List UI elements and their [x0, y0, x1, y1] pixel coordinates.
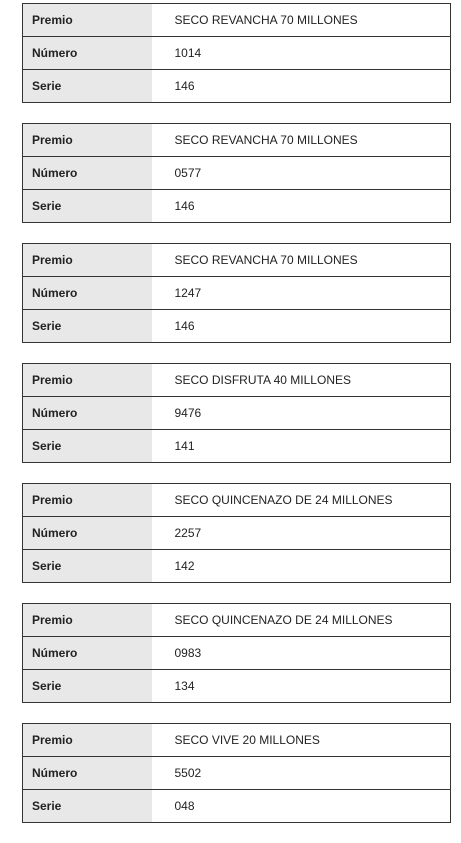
numero-row — [23, 517, 451, 550]
premio-value: SECO QUINCENAZO DE 24 MILLONES — [152, 484, 451, 517]
premio-value: SECO REVANCHA 70 MILLONES — [152, 4, 451, 37]
numero-label: Número — [23, 517, 152, 550]
premio-label: Premio — [23, 604, 152, 637]
serie-value: 048 — [152, 790, 451, 823]
numero-value: 2257 — [152, 517, 451, 550]
serie-label: Serie — [23, 310, 152, 343]
numero-label: Número — [23, 757, 152, 790]
serie-row — [23, 310, 451, 343]
premio-value: SECO VIVE 20 MILLONES — [152, 724, 451, 757]
premio-value: SECO QUINCENAZO DE 24 MILLONES — [152, 604, 451, 637]
serie-label: Serie — [23, 790, 152, 823]
numero-row — [23, 637, 451, 670]
premio-label: Premio — [23, 364, 152, 397]
numero-row — [23, 157, 451, 190]
serie-value: 134 — [152, 670, 451, 703]
serie-value: 142 — [152, 550, 451, 583]
premio-value: SECO DISFRUTA 40 MILLONES — [152, 364, 451, 397]
prize-result-table — [22, 723, 451, 823]
numero-value: 0577 — [152, 157, 451, 190]
numero-row — [23, 277, 451, 310]
numero-value: 1014 — [152, 37, 451, 70]
serie-row — [23, 70, 451, 103]
numero-value: 5502 — [152, 757, 451, 790]
numero-label: Número — [23, 277, 152, 310]
serie-label: Serie — [23, 70, 152, 103]
numero-value: 9476 — [152, 397, 451, 430]
serie-row — [23, 550, 451, 583]
premio-row — [23, 724, 451, 757]
premio-row — [23, 244, 451, 277]
prize-result-table — [22, 243, 451, 343]
numero-label: Número — [23, 637, 152, 670]
serie-label: Serie — [23, 550, 152, 583]
serie-row — [23, 430, 451, 463]
premio-row — [23, 364, 451, 397]
premio-label: Premio — [23, 4, 152, 37]
premio-row — [23, 124, 451, 157]
premio-label: Premio — [23, 244, 152, 277]
prize-result-table — [22, 603, 451, 703]
premio-label: Premio — [23, 484, 152, 517]
numero-row — [23, 757, 451, 790]
serie-value: 146 — [152, 310, 451, 343]
serie-row — [23, 790, 451, 823]
premio-label: Premio — [23, 724, 152, 757]
numero-row — [23, 397, 451, 430]
numero-row — [23, 37, 451, 70]
results-list — [22, 3, 451, 843]
prize-result-table — [22, 363, 451, 463]
serie-label: Serie — [23, 430, 152, 463]
serie-value: 146 — [152, 70, 451, 103]
numero-value: 1247 — [152, 277, 451, 310]
serie-value: 146 — [152, 190, 451, 223]
premio-row — [23, 484, 451, 517]
prize-result-table — [22, 3, 451, 103]
premio-row — [23, 4, 451, 37]
premio-row — [23, 604, 451, 637]
serie-value: 141 — [152, 430, 451, 463]
serie-label: Serie — [23, 190, 152, 223]
numero-label: Número — [23, 157, 152, 190]
prize-result-table — [22, 483, 451, 583]
numero-label: Número — [23, 397, 152, 430]
numero-value: 0983 — [152, 637, 451, 670]
premio-label: Premio — [23, 124, 152, 157]
serie-row — [23, 190, 451, 223]
serie-label: Serie — [23, 670, 152, 703]
numero-label: Número — [23, 37, 152, 70]
prize-result-table — [22, 123, 451, 223]
serie-row — [23, 670, 451, 703]
premio-value: SECO REVANCHA 70 MILLONES — [152, 124, 451, 157]
premio-value: SECO REVANCHA 70 MILLONES — [152, 244, 451, 277]
